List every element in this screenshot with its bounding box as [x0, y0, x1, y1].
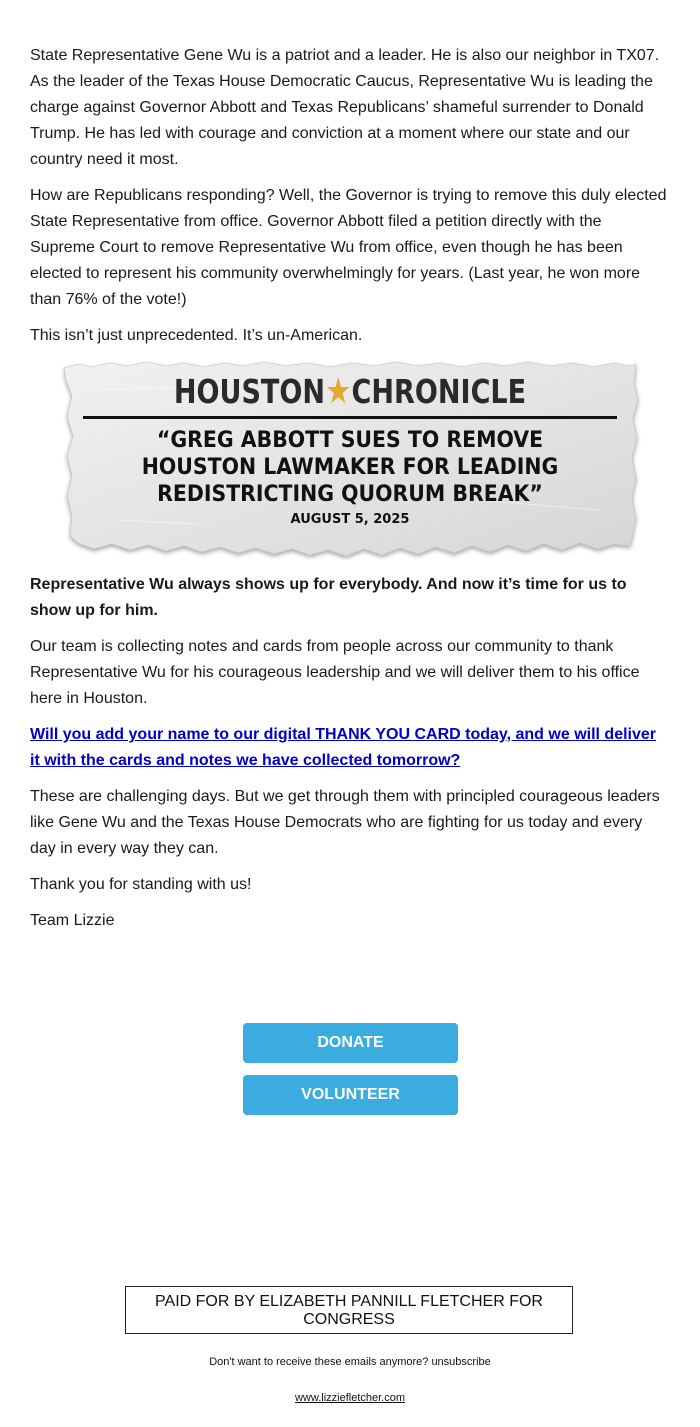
- intro-section: [30, 43, 670, 359]
- team-paragraph: Our team is collecting notes and cards from people across our community to thank Representative Wu for his courageous leadership and we will deliver them to his office here in Houston.: [30, 638, 640, 707]
- unsubscribe-text: Don't want to receive these emails anymore?: [209, 1356, 429, 1368]
- clipping-date: AUGUST 5, 2025: [290, 512, 410, 527]
- body-section: [30, 572, 670, 944]
- newspaper-clipping: [58, 360, 642, 560]
- masthead-divider: [83, 416, 617, 419]
- intro-paragraph-3: This isn’t just unprecedented. It’s un-American.: [30, 327, 363, 344]
- challenging-paragraph: These are challenging days. But we get through them with principled courageous leaders like Gene Wu and the Texas House Democrats who are fighting for us today and every day in every way they can.: [30, 788, 660, 857]
- website-line: [0, 1392, 700, 1404]
- unsubscribe-line: [0, 1356, 700, 1368]
- paid-for-disclaimer: PAID FOR BY ELIZABETH PANNILL FLETCHER FOR CONGRESS: [125, 1286, 573, 1334]
- thanks-paragraph: Thank you for standing with us!: [30, 876, 252, 893]
- donate-button[interactable]: DONATE: [243, 1023, 458, 1063]
- signoff: Team Lizzie: [30, 912, 115, 929]
- star-icon: ★: [325, 371, 352, 412]
- bold-callout: Representative Wu always shows up for everybody. And now it’s time for us to show up for him.: [30, 576, 627, 619]
- thank-you-card-link[interactable]: Will you add your name to our digital THANK YOU CARD today, and we will deliver it with the cards and notes we have collected tomorrow?: [30, 726, 656, 769]
- masthead-word-chronicle: CHRONICLE: [351, 372, 527, 411]
- volunteer-button[interactable]: VOLUNTEER: [243, 1075, 458, 1115]
- intro-paragraph-1: State Representative Gene Wu is a patriot and a leader. He is also our neighbor in TX07. As the leader of the Texas House Democratic Caucus, Representative Wu is leading the charge against Governor Abbott and Texas Republicans’ shameful surrender to Donald Trump. He has led with courage and conviction at a moment where our state and our country need it most.: [30, 47, 660, 168]
- intro-paragraph-2: How are Republicans responding? Well, the Governor is trying to remove this duly elected State Representative from office. Governor Abbott filed a petition directly with the Supreme Court to remove Representative Wu from office, even though he has been elected to represent his community overwhelmingly for years. (Last year, he won more than 76% of the vote!): [30, 187, 667, 308]
- unsubscribe-link[interactable]: unsubscribe: [431, 1356, 491, 1368]
- website-link[interactable]: www.lizziefletcher.com: [294, 1392, 406, 1404]
- clipping-headline: “GREG ABBOTT SUES TO REMOVE HOUSTON LAWMAKER FOR LEADING REDISTRICTING QUORUM BREAK”: [141, 428, 559, 507]
- masthead-word-houston: HOUSTON: [173, 372, 326, 411]
- houston-chronicle-masthead: [111, 372, 590, 412]
